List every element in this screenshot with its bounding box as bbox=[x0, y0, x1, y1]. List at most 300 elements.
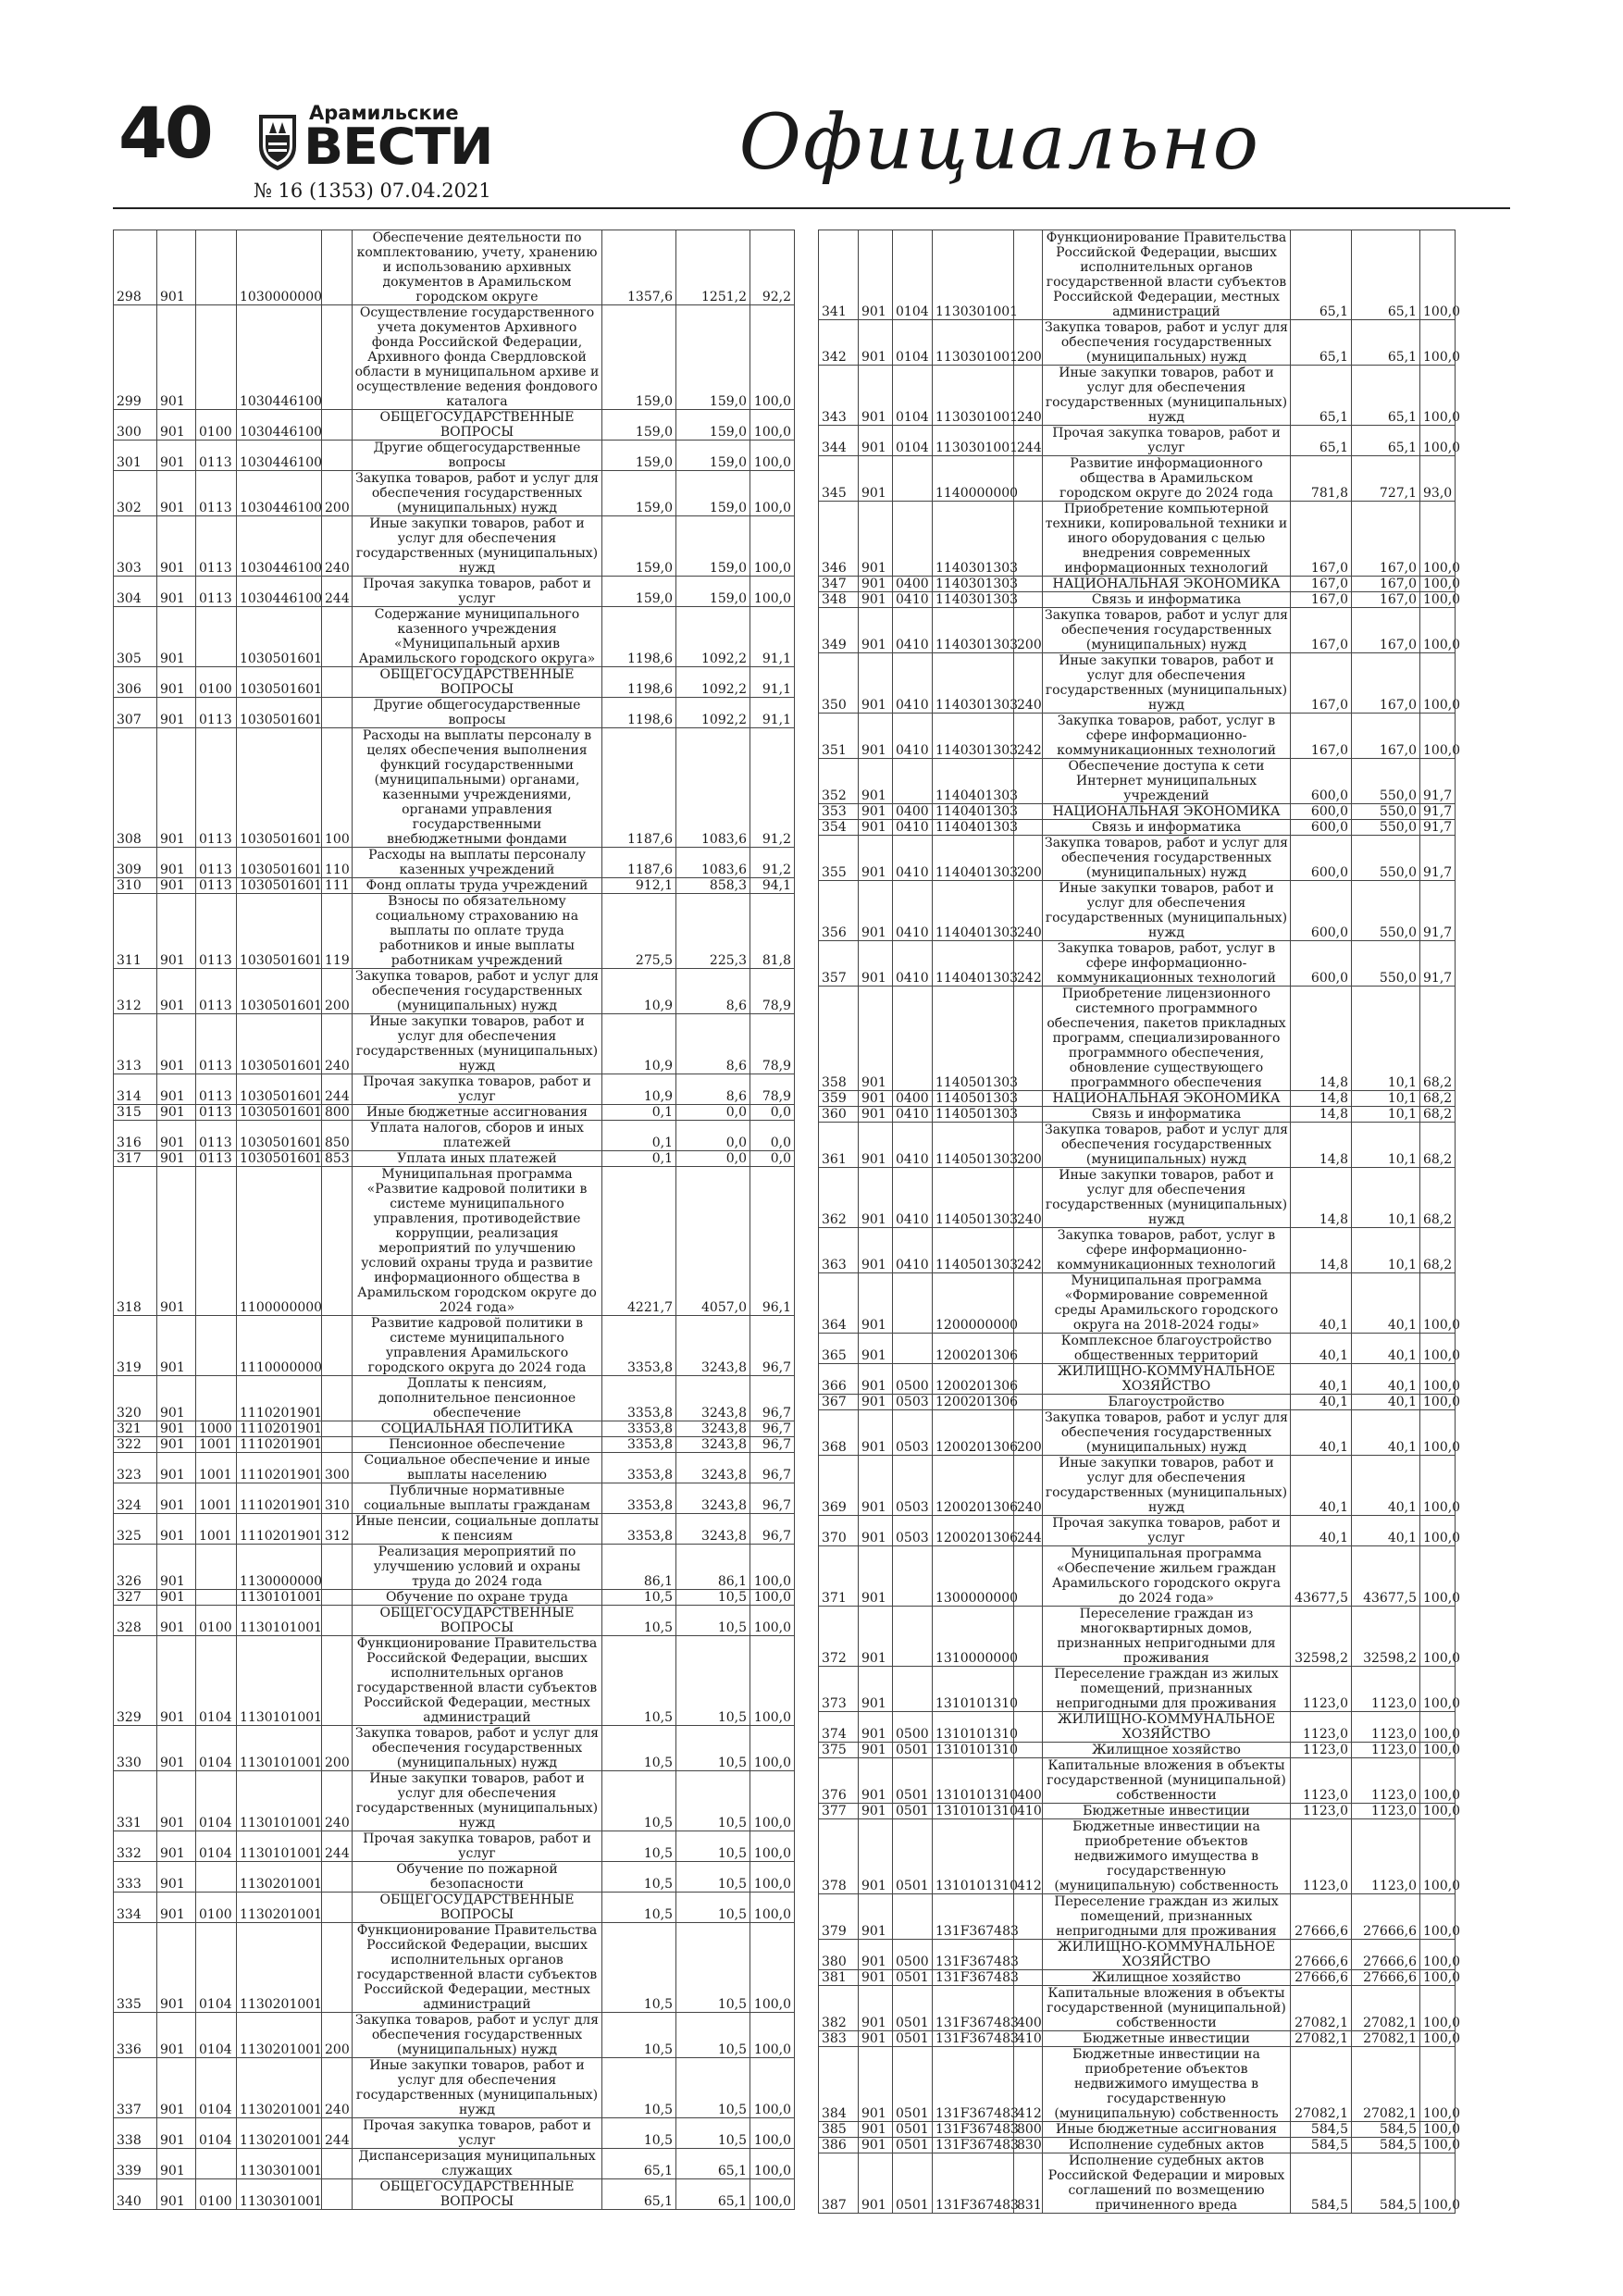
ministry-code: 901 bbox=[157, 1014, 196, 1074]
expense-type: 200 bbox=[1014, 1123, 1043, 1168]
item-description: Расходы на выплаты персоналу в целях обеспечения выполнения функций государственными (муниципальными) органами, казенными учреждениями, органами управления государственными внебюджетными фондами bbox=[353, 728, 602, 848]
table-row bbox=[819, 653, 1456, 714]
section-code: 0113 bbox=[196, 441, 237, 471]
row-number: 319 bbox=[114, 1316, 157, 1376]
ministry-code: 901 bbox=[859, 426, 893, 456]
percent-executed: 100,0 bbox=[1420, 1712, 1456, 1743]
table-row bbox=[114, 230, 795, 305]
ministry-code: 901 bbox=[859, 820, 893, 836]
target-code: 131F367483 bbox=[933, 1940, 1014, 1970]
table-row bbox=[819, 1273, 1456, 1334]
section-code: 1001 bbox=[196, 1437, 237, 1453]
row-number: 355 bbox=[819, 836, 859, 881]
target-code: 1030000000 bbox=[237, 230, 322, 305]
row-number: 307 bbox=[114, 698, 157, 728]
table-row bbox=[114, 577, 795, 607]
actual-amount: 1092,2 bbox=[676, 698, 750, 728]
percent-executed: 68,2 bbox=[1420, 1228, 1456, 1273]
row-number: 299 bbox=[114, 305, 157, 410]
item-description: Прочая закупка товаров, работ и услуг bbox=[353, 577, 602, 607]
percent-executed: 100,0 bbox=[750, 1636, 795, 1726]
section-code: 0503 bbox=[893, 1410, 933, 1456]
ministry-code: 901 bbox=[859, 1228, 893, 1273]
ministry-code: 901 bbox=[859, 714, 893, 759]
section-code bbox=[893, 502, 933, 577]
ministry-code: 901 bbox=[859, 456, 893, 502]
expense-type: 800 bbox=[1014, 2122, 1043, 2138]
target-code: 1200201306 bbox=[933, 1410, 1014, 1456]
row-number: 361 bbox=[819, 1123, 859, 1168]
actual-amount: 4057,0 bbox=[676, 1167, 750, 1316]
item-description: Жилищное хозяйство bbox=[1043, 1970, 1291, 1986]
ministry-code: 901 bbox=[859, 804, 893, 820]
ministry-code: 901 bbox=[859, 1364, 893, 1395]
target-code: 1140501303 bbox=[933, 1168, 1014, 1228]
section-code bbox=[196, 1545, 237, 1590]
actual-amount: 86,1 bbox=[676, 1545, 750, 1590]
actual-amount: 167,0 bbox=[1352, 502, 1420, 577]
row-number: 335 bbox=[114, 1923, 157, 2013]
planned-amount: 159,0 bbox=[602, 410, 676, 441]
item-description: Прочая закупка товаров, работ и услуг bbox=[353, 1074, 602, 1105]
table-row bbox=[819, 456, 1456, 502]
ministry-code: 901 bbox=[859, 1273, 893, 1334]
actual-amount: 8,6 bbox=[676, 969, 750, 1014]
table-row bbox=[114, 2013, 795, 2058]
ministry-code: 901 bbox=[859, 1940, 893, 1970]
planned-amount: 10,5 bbox=[602, 1893, 676, 1923]
target-code: 1130201001 bbox=[237, 2013, 322, 2058]
expense-type bbox=[1014, 577, 1043, 592]
ministry-code: 901 bbox=[859, 2138, 893, 2153]
item-description: Капитальные вложения в объекты государственной (муниципальной) собственности bbox=[1043, 1758, 1291, 1804]
ministry-code: 901 bbox=[157, 2118, 196, 2149]
table-row bbox=[819, 820, 1456, 836]
planned-amount: 27666,6 bbox=[1291, 1970, 1352, 1986]
target-code: 1140401303 bbox=[933, 759, 1014, 804]
target-code: 1130101001 bbox=[237, 1771, 322, 1831]
target-code: 1130201001 bbox=[237, 1862, 322, 1893]
expense-type: 240 bbox=[1014, 653, 1043, 714]
planned-amount: 14,8 bbox=[1291, 987, 1352, 1091]
percent-executed: 100,0 bbox=[1420, 1273, 1456, 1334]
expense-type: 200 bbox=[1014, 320, 1043, 366]
expense-type: 830 bbox=[1014, 2138, 1043, 2153]
actual-amount: 65,1 bbox=[1352, 230, 1420, 320]
ministry-code: 901 bbox=[157, 667, 196, 698]
item-description: Взносы по обязательному социальному страхованию на выплаты по оплате труда работников и иные выплаты работникам учреждений bbox=[353, 894, 602, 969]
table-row bbox=[114, 1590, 795, 1606]
expense-type bbox=[1014, 230, 1043, 320]
ministry-code: 901 bbox=[157, 1376, 196, 1421]
table-row bbox=[819, 1986, 1456, 2031]
target-code: 1310101310 bbox=[933, 1819, 1014, 1894]
row-number: 377 bbox=[819, 1804, 859, 1819]
ministry-code: 901 bbox=[157, 894, 196, 969]
section-code bbox=[196, 1167, 237, 1316]
expense-type: 240 bbox=[322, 1014, 353, 1074]
percent-executed: 100,0 bbox=[750, 2058, 795, 2118]
crest-icon bbox=[255, 109, 300, 174]
row-number: 348 bbox=[819, 592, 859, 608]
planned-amount: 912,1 bbox=[602, 878, 676, 894]
table-row bbox=[114, 1105, 795, 1121]
planned-amount: 167,0 bbox=[1291, 502, 1352, 577]
planned-amount: 10,5 bbox=[602, 2058, 676, 2118]
table-row bbox=[114, 728, 795, 848]
planned-amount: 167,0 bbox=[1291, 653, 1352, 714]
table-row bbox=[819, 1107, 1456, 1123]
row-number: 381 bbox=[819, 1970, 859, 1986]
item-description: Фонд оплаты труда учреждений bbox=[353, 878, 602, 894]
actual-amount: 3243,8 bbox=[676, 1437, 750, 1453]
section-code: 0400 bbox=[893, 577, 933, 592]
table-row bbox=[114, 607, 795, 667]
target-code: 1130201001 bbox=[237, 1923, 322, 2013]
table-row bbox=[114, 2179, 795, 2210]
planned-amount: 40,1 bbox=[1291, 1456, 1352, 1516]
target-code: 1140401303 bbox=[933, 836, 1014, 881]
planned-amount: 584,5 bbox=[1291, 2153, 1352, 2214]
actual-amount: 40,1 bbox=[1352, 1516, 1420, 1546]
expense-type bbox=[322, 667, 353, 698]
ministry-code: 901 bbox=[157, 1151, 196, 1167]
section-code: 0400 bbox=[893, 804, 933, 820]
actual-amount: 10,1 bbox=[1352, 1091, 1420, 1107]
planned-amount: 43677,5 bbox=[1291, 1546, 1352, 1607]
percent-executed: 100,0 bbox=[750, 2013, 795, 2058]
expense-type: 240 bbox=[322, 516, 353, 577]
percent-executed: 91,7 bbox=[1420, 804, 1456, 820]
item-description: Обеспечение деятельности по комплектованию, учету, хранению и использованию архивных документов в Арамильском городском округе bbox=[353, 230, 602, 305]
table-row bbox=[819, 1091, 1456, 1107]
actual-amount: 27082,1 bbox=[1352, 2031, 1420, 2047]
percent-executed: 100,0 bbox=[1420, 1667, 1456, 1712]
row-number: 386 bbox=[819, 2138, 859, 2153]
row-number: 357 bbox=[819, 941, 859, 987]
planned-amount: 65,1 bbox=[1291, 366, 1352, 426]
planned-amount: 14,8 bbox=[1291, 1168, 1352, 1228]
target-code: 1130201001 bbox=[237, 1893, 322, 1923]
actual-amount: 10,5 bbox=[676, 2013, 750, 2058]
ministry-code: 901 bbox=[859, 1743, 893, 1758]
row-number: 334 bbox=[114, 1893, 157, 1923]
planned-amount: 167,0 bbox=[1291, 577, 1352, 592]
row-number: 375 bbox=[819, 1743, 859, 1758]
ministry-code: 901 bbox=[157, 1771, 196, 1831]
target-code: 1030501601 bbox=[237, 848, 322, 878]
ministry-code: 901 bbox=[157, 577, 196, 607]
ministry-code: 901 bbox=[859, 230, 893, 320]
percent-executed: 100,0 bbox=[1420, 1986, 1456, 2031]
table-row bbox=[819, 1123, 1456, 1168]
percent-executed: 100,0 bbox=[1420, 1804, 1456, 1819]
ministry-code: 901 bbox=[157, 728, 196, 848]
planned-amount: 600,0 bbox=[1291, 759, 1352, 804]
target-code: 1030446100 bbox=[237, 471, 322, 516]
row-number: 366 bbox=[819, 1364, 859, 1395]
planned-amount: 584,5 bbox=[1291, 2122, 1352, 2138]
row-number: 371 bbox=[819, 1546, 859, 1607]
budget-table-left bbox=[113, 230, 795, 2210]
actual-amount: 10,5 bbox=[676, 1590, 750, 1606]
expense-type bbox=[322, 305, 353, 410]
section-code: 0104 bbox=[196, 1923, 237, 2013]
item-description: ОБЩЕГОСУДАРСТВЕННЫЕ ВОПРОСЫ bbox=[353, 1893, 602, 1923]
ministry-code: 901 bbox=[157, 1167, 196, 1316]
section-code bbox=[893, 1546, 933, 1607]
ministry-code: 901 bbox=[859, 2047, 893, 2122]
row-number: 368 bbox=[819, 1410, 859, 1456]
expense-type bbox=[1014, 1667, 1043, 1712]
page-number: 40 bbox=[118, 92, 211, 174]
row-number: 356 bbox=[819, 881, 859, 941]
row-number: 378 bbox=[819, 1819, 859, 1894]
target-code: 1130000000 bbox=[237, 1545, 322, 1590]
section-code bbox=[893, 1667, 933, 1712]
planned-amount: 1198,6 bbox=[602, 667, 676, 698]
expense-type bbox=[1014, 1091, 1043, 1107]
planned-amount: 0,1 bbox=[602, 1105, 676, 1121]
planned-amount: 10,9 bbox=[602, 1014, 676, 1074]
row-number: 374 bbox=[819, 1712, 859, 1743]
ministry-code: 901 bbox=[157, 1862, 196, 1893]
row-number: 358 bbox=[819, 987, 859, 1091]
ministry-code: 901 bbox=[859, 987, 893, 1091]
actual-amount: 10,1 bbox=[1352, 1228, 1420, 1273]
planned-amount: 584,5 bbox=[1291, 2138, 1352, 2153]
target-code: 1200201306 bbox=[933, 1456, 1014, 1516]
target-code: 1300000000 bbox=[933, 1546, 1014, 1607]
table-row bbox=[819, 1940, 1456, 1970]
section-code bbox=[196, 607, 237, 667]
expense-type bbox=[1014, 1273, 1043, 1334]
expense-type bbox=[1014, 1395, 1043, 1410]
expense-type bbox=[1014, 1712, 1043, 1743]
actual-amount: 167,0 bbox=[1352, 592, 1420, 608]
actual-amount: 1083,6 bbox=[676, 848, 750, 878]
table-row bbox=[819, 592, 1456, 608]
expense-type: 244 bbox=[322, 1831, 353, 1862]
row-number: 301 bbox=[114, 441, 157, 471]
item-description: Развитие информационного общества в Арамильском городском округе до 2024 года bbox=[1043, 456, 1291, 502]
row-number: 336 bbox=[114, 2013, 157, 2058]
ministry-code: 901 bbox=[859, 1607, 893, 1667]
planned-amount: 10,5 bbox=[602, 1771, 676, 1831]
row-number: 342 bbox=[819, 320, 859, 366]
target-code: 1310101310 bbox=[933, 1743, 1014, 1758]
row-number: 387 bbox=[819, 2153, 859, 2214]
actual-amount: 27082,1 bbox=[1352, 1986, 1420, 2031]
percent-executed: 100,0 bbox=[750, 1590, 795, 1606]
table-row bbox=[819, 1667, 1456, 1712]
section-code: 0100 bbox=[196, 410, 237, 441]
percent-executed: 100,0 bbox=[750, 1893, 795, 1923]
percent-executed: 0,0 bbox=[750, 1121, 795, 1151]
section-code: 0410 bbox=[893, 1123, 933, 1168]
actual-amount: 27082,1 bbox=[1352, 2047, 1420, 2122]
percent-executed: 96,7 bbox=[750, 1514, 795, 1545]
planned-amount: 159,0 bbox=[602, 471, 676, 516]
section-code: 1001 bbox=[196, 1483, 237, 1514]
section-code: 0501 bbox=[893, 1743, 933, 1758]
expense-type bbox=[322, 1893, 353, 1923]
item-description: Закупка товаров, работ, услуг в сфере информационно-коммуникационных технологий bbox=[1043, 941, 1291, 987]
ministry-code: 901 bbox=[859, 2153, 893, 2214]
table-row bbox=[819, 836, 1456, 881]
right-column bbox=[818, 230, 1461, 2214]
row-number: 326 bbox=[114, 1545, 157, 1590]
planned-amount: 1123,0 bbox=[1291, 1804, 1352, 1819]
planned-amount: 14,8 bbox=[1291, 1228, 1352, 1273]
percent-executed: 100,0 bbox=[1420, 1395, 1456, 1410]
ministry-code: 901 bbox=[157, 1453, 196, 1483]
expense-type: 200 bbox=[1014, 1410, 1043, 1456]
actual-amount: 1123,0 bbox=[1352, 1743, 1420, 1758]
target-code: 1030446100 bbox=[237, 305, 322, 410]
expense-type: 240 bbox=[1014, 366, 1043, 426]
section-code: 0104 bbox=[893, 366, 933, 426]
table-row bbox=[114, 894, 795, 969]
table-row bbox=[819, 987, 1456, 1091]
item-description: Социальное обеспечение и иные выплаты населению bbox=[353, 1453, 602, 1483]
ministry-code: 901 bbox=[157, 1923, 196, 2013]
expense-type bbox=[322, 1862, 353, 1893]
actual-amount: 10,5 bbox=[676, 1771, 750, 1831]
percent-executed: 92,2 bbox=[750, 230, 795, 305]
section-code: 0104 bbox=[196, 1771, 237, 1831]
actual-amount: 40,1 bbox=[1352, 1456, 1420, 1516]
table-row bbox=[819, 1228, 1456, 1273]
expense-type bbox=[1014, 1743, 1043, 1758]
section-code: 0100 bbox=[196, 1893, 237, 1923]
table-row bbox=[819, 320, 1456, 366]
section-code: 0410 bbox=[893, 714, 933, 759]
item-description: СОЦИАЛЬНАЯ ПОЛИТИКА bbox=[353, 1421, 602, 1437]
row-number: 339 bbox=[114, 2149, 157, 2179]
target-code: 131F367483 bbox=[933, 2138, 1014, 2153]
percent-executed: 100,0 bbox=[1420, 1334, 1456, 1364]
row-number: 305 bbox=[114, 607, 157, 667]
target-code: 1130301001 bbox=[933, 320, 1014, 366]
item-description: Иные закупки товаров, работ и услуг для обеспечения государственных (муниципальных) нужд bbox=[1043, 1168, 1291, 1228]
row-number: 327 bbox=[114, 1590, 157, 1606]
expense-type: 410 bbox=[1014, 1804, 1043, 1819]
ministry-code: 901 bbox=[859, 1986, 893, 2031]
table-row bbox=[114, 516, 795, 577]
table-row bbox=[114, 1923, 795, 2013]
expense-type bbox=[1014, 759, 1043, 804]
actual-amount: 3243,8 bbox=[676, 1483, 750, 1514]
percent-executed: 100,0 bbox=[750, 2179, 795, 2210]
table-row bbox=[819, 608, 1456, 653]
table-row bbox=[819, 502, 1456, 577]
row-number: 311 bbox=[114, 894, 157, 969]
target-code: 1140401303 bbox=[933, 804, 1014, 820]
percent-executed: 100,0 bbox=[750, 577, 795, 607]
table-row bbox=[114, 878, 795, 894]
actual-amount: 159,0 bbox=[676, 410, 750, 441]
ministry-code: 901 bbox=[859, 366, 893, 426]
percent-executed: 96,7 bbox=[750, 1376, 795, 1421]
table-row bbox=[819, 1819, 1456, 1894]
item-description: Пенсионное обеспечение bbox=[353, 1437, 602, 1453]
table-row bbox=[819, 1894, 1456, 1940]
target-code: 1140501303 bbox=[933, 1228, 1014, 1273]
table-row bbox=[819, 1804, 1456, 1819]
target-code: 1310101310 bbox=[933, 1667, 1014, 1712]
item-description: Публичные нормативные социальные выплаты гражданам bbox=[353, 1483, 602, 1514]
item-description: Закупка товаров, работ и услуг для обеспечения государственных (муниципальных) нужд bbox=[353, 471, 602, 516]
ministry-code: 901 bbox=[859, 1970, 893, 1986]
actual-amount: 167,0 bbox=[1352, 608, 1420, 653]
actual-amount: 32598,2 bbox=[1352, 1607, 1420, 1667]
item-description: Другие общегосударственные вопросы bbox=[353, 441, 602, 471]
ministry-code: 901 bbox=[859, 1516, 893, 1546]
row-number: 315 bbox=[114, 1105, 157, 1121]
target-code: 1140501303 bbox=[933, 1091, 1014, 1107]
row-number: 363 bbox=[819, 1228, 859, 1273]
section-code: 0113 bbox=[196, 878, 237, 894]
section-code: 0104 bbox=[196, 1726, 237, 1771]
section-code bbox=[196, 1862, 237, 1893]
ministry-code: 901 bbox=[157, 607, 196, 667]
row-number: 332 bbox=[114, 1831, 157, 1862]
row-number: 308 bbox=[114, 728, 157, 848]
table-row bbox=[114, 1831, 795, 1862]
section-code: 0113 bbox=[196, 577, 237, 607]
target-code: 1140401303 bbox=[933, 881, 1014, 941]
item-description: Закупка товаров, работ и услуг для обеспечения государственных (муниципальных) нужд bbox=[1043, 836, 1291, 881]
expense-type: 410 bbox=[1014, 2031, 1043, 2047]
actual-amount: 550,0 bbox=[1352, 804, 1420, 820]
planned-amount: 40,1 bbox=[1291, 1273, 1352, 1334]
item-description: Реализация мероприятий по улучшению условий и охраны труда до 2024 года bbox=[353, 1545, 602, 1590]
section-code: 0500 bbox=[893, 1364, 933, 1395]
table-row bbox=[114, 1893, 795, 1923]
ministry-code: 901 bbox=[859, 1410, 893, 1456]
planned-amount: 65,1 bbox=[1291, 320, 1352, 366]
ministry-code: 901 bbox=[157, 1636, 196, 1726]
table-row bbox=[819, 1970, 1456, 1986]
table-row bbox=[819, 1743, 1456, 1758]
actual-amount: 10,1 bbox=[1352, 987, 1420, 1091]
planned-amount: 600,0 bbox=[1291, 881, 1352, 941]
table-row bbox=[114, 1316, 795, 1376]
expense-type: 240 bbox=[1014, 1168, 1043, 1228]
ministry-code: 901 bbox=[859, 2122, 893, 2138]
percent-executed: 91,7 bbox=[1420, 759, 1456, 804]
percent-executed: 100,0 bbox=[1420, 1516, 1456, 1546]
planned-amount: 65,1 bbox=[602, 2149, 676, 2179]
ministry-code: 901 bbox=[859, 1804, 893, 1819]
item-description: Развитие кадровой политики в системе муниципального управления Арамильского городского округа до 2024 года bbox=[353, 1316, 602, 1376]
ministry-code: 901 bbox=[859, 608, 893, 653]
section-code: 0501 bbox=[893, 2031, 933, 2047]
row-number: 302 bbox=[114, 471, 157, 516]
actual-amount: 10,5 bbox=[676, 1862, 750, 1893]
planned-amount: 3353,8 bbox=[602, 1376, 676, 1421]
table-row bbox=[114, 1636, 795, 1726]
item-description: ОБЩЕГОСУДАРСТВЕННЫЕ ВОПРОСЫ bbox=[353, 1606, 602, 1636]
planned-amount: 27082,1 bbox=[1291, 2047, 1352, 2122]
item-description: Связь и информатика bbox=[1043, 820, 1291, 836]
target-code: 1140501303 bbox=[933, 1123, 1014, 1168]
planned-amount: 10,5 bbox=[602, 1862, 676, 1893]
expense-type: 244 bbox=[322, 1074, 353, 1105]
item-description: Обучение по пожарной безопасности bbox=[353, 1862, 602, 1893]
percent-executed: 100,0 bbox=[750, 1831, 795, 1862]
